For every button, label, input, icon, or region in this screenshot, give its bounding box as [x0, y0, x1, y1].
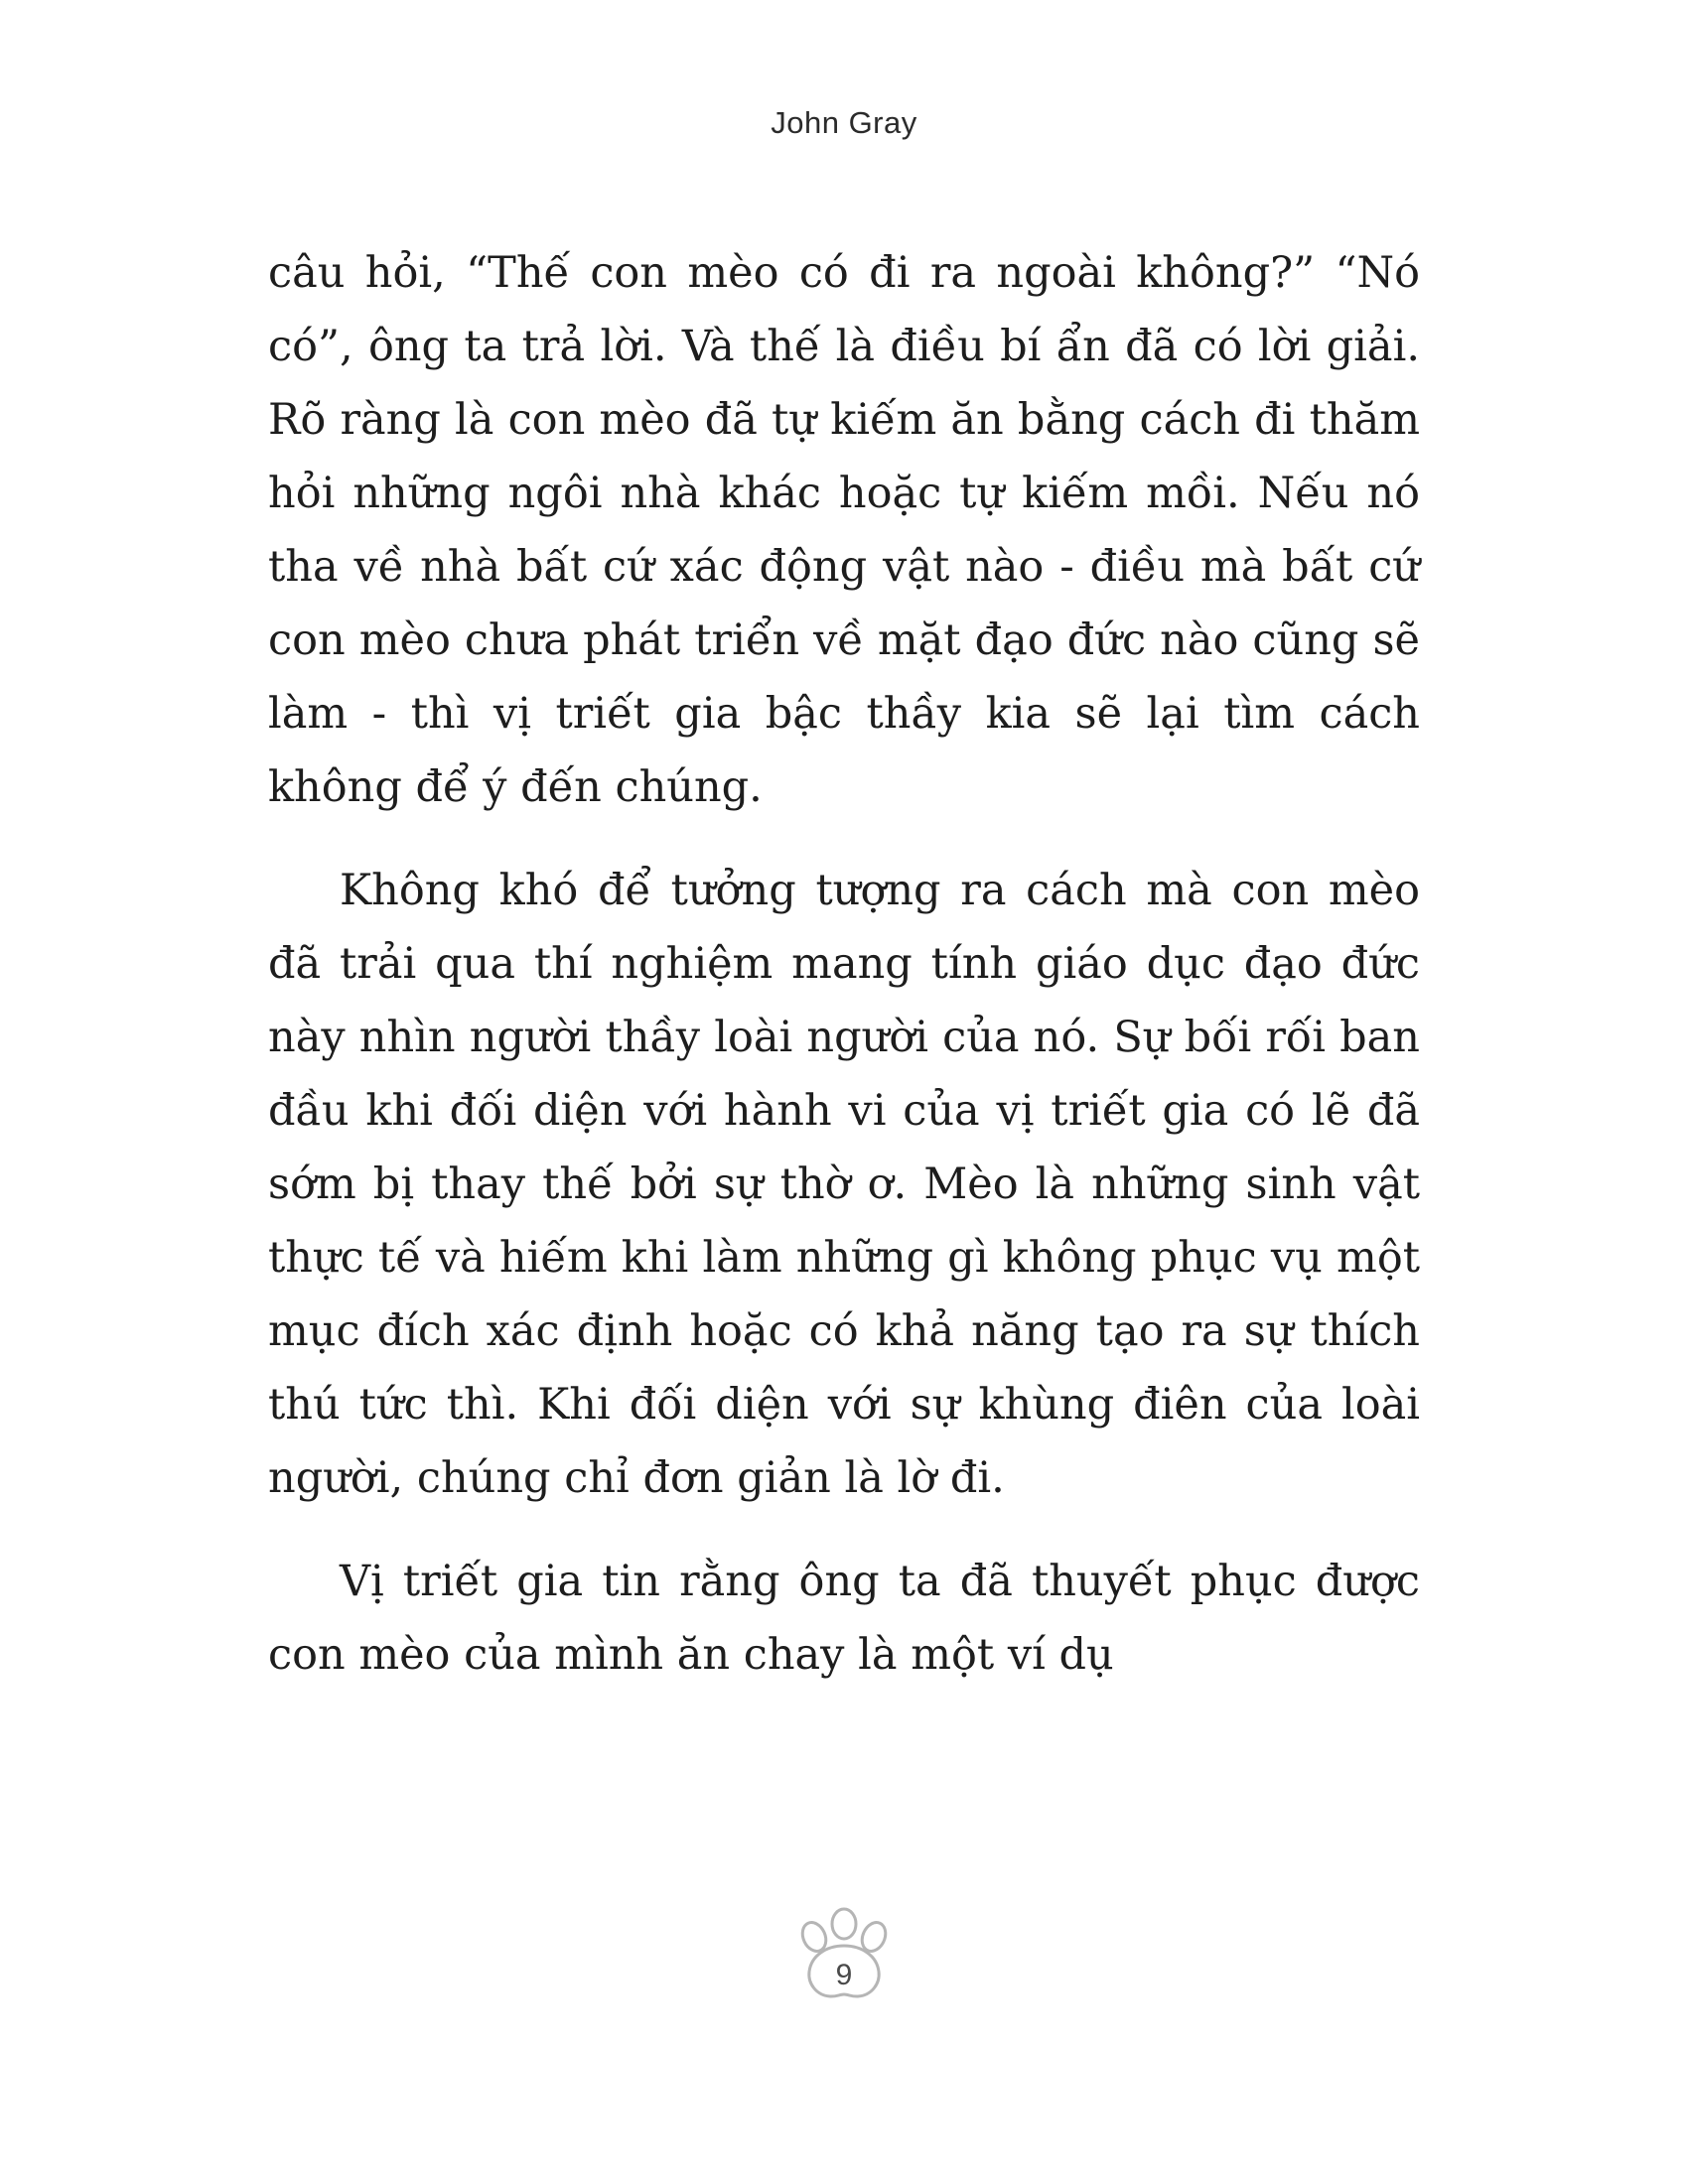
running-head-author: John Gray — [771, 105, 917, 140]
page-body — [268, 236, 1420, 1692]
paw-print-icon — [784, 1904, 904, 2013]
page-number: 9 — [835, 1959, 853, 1991]
body-paragraph: Vị triết gia tin rằng ông ta đã thuyết phục được con mèo của mình ăn chay là một ví dụ — [268, 1557, 1420, 1680]
page-footer — [0, 1904, 1688, 2013]
body-paragraph: Không khó để tưởng tượng ra cách mà con mèo đã trải qua thí nghiệm mang tính giáo dục đạo đức này nhìn người thầy loài người của nó. Sự bối rối ban đầu khi đối diện với hành vi của vị triết gia có lẽ đã sớm bị thay thế bởi sự thờ ơ. Mèo là những sinh vật thực tế và hiếm khi làm những gì không phục vụ một mục đích xác định hoặc có khả năng tạo ra sự thích thú tức thì. Khi đối diện với sự khùng điên của loài người, chúng chỉ đơn giản là lờ đi. — [268, 866, 1420, 1503]
body-paragraph: câu hỏi, “Thế con mèo có đi ra ngoài không?” “Nó có”, ông ta trả lời. Và thế là điều bí ẩn đã có lời giải. Rõ ràng là con mèo đã tự kiếm ăn bằng cách đi thăm hỏi những ngôi nhà khác hoặc tự kiếm mồi. Nếu nó tha về nhà bất cứ xác động vật nào - điều mà bất cứ con mèo chưa phát triển về mặt đạo đức nào cũng sẽ làm - thì vị triết gia bậc thầy kia sẽ lại tìm cách không để ý đến chúng. — [268, 248, 1420, 812]
